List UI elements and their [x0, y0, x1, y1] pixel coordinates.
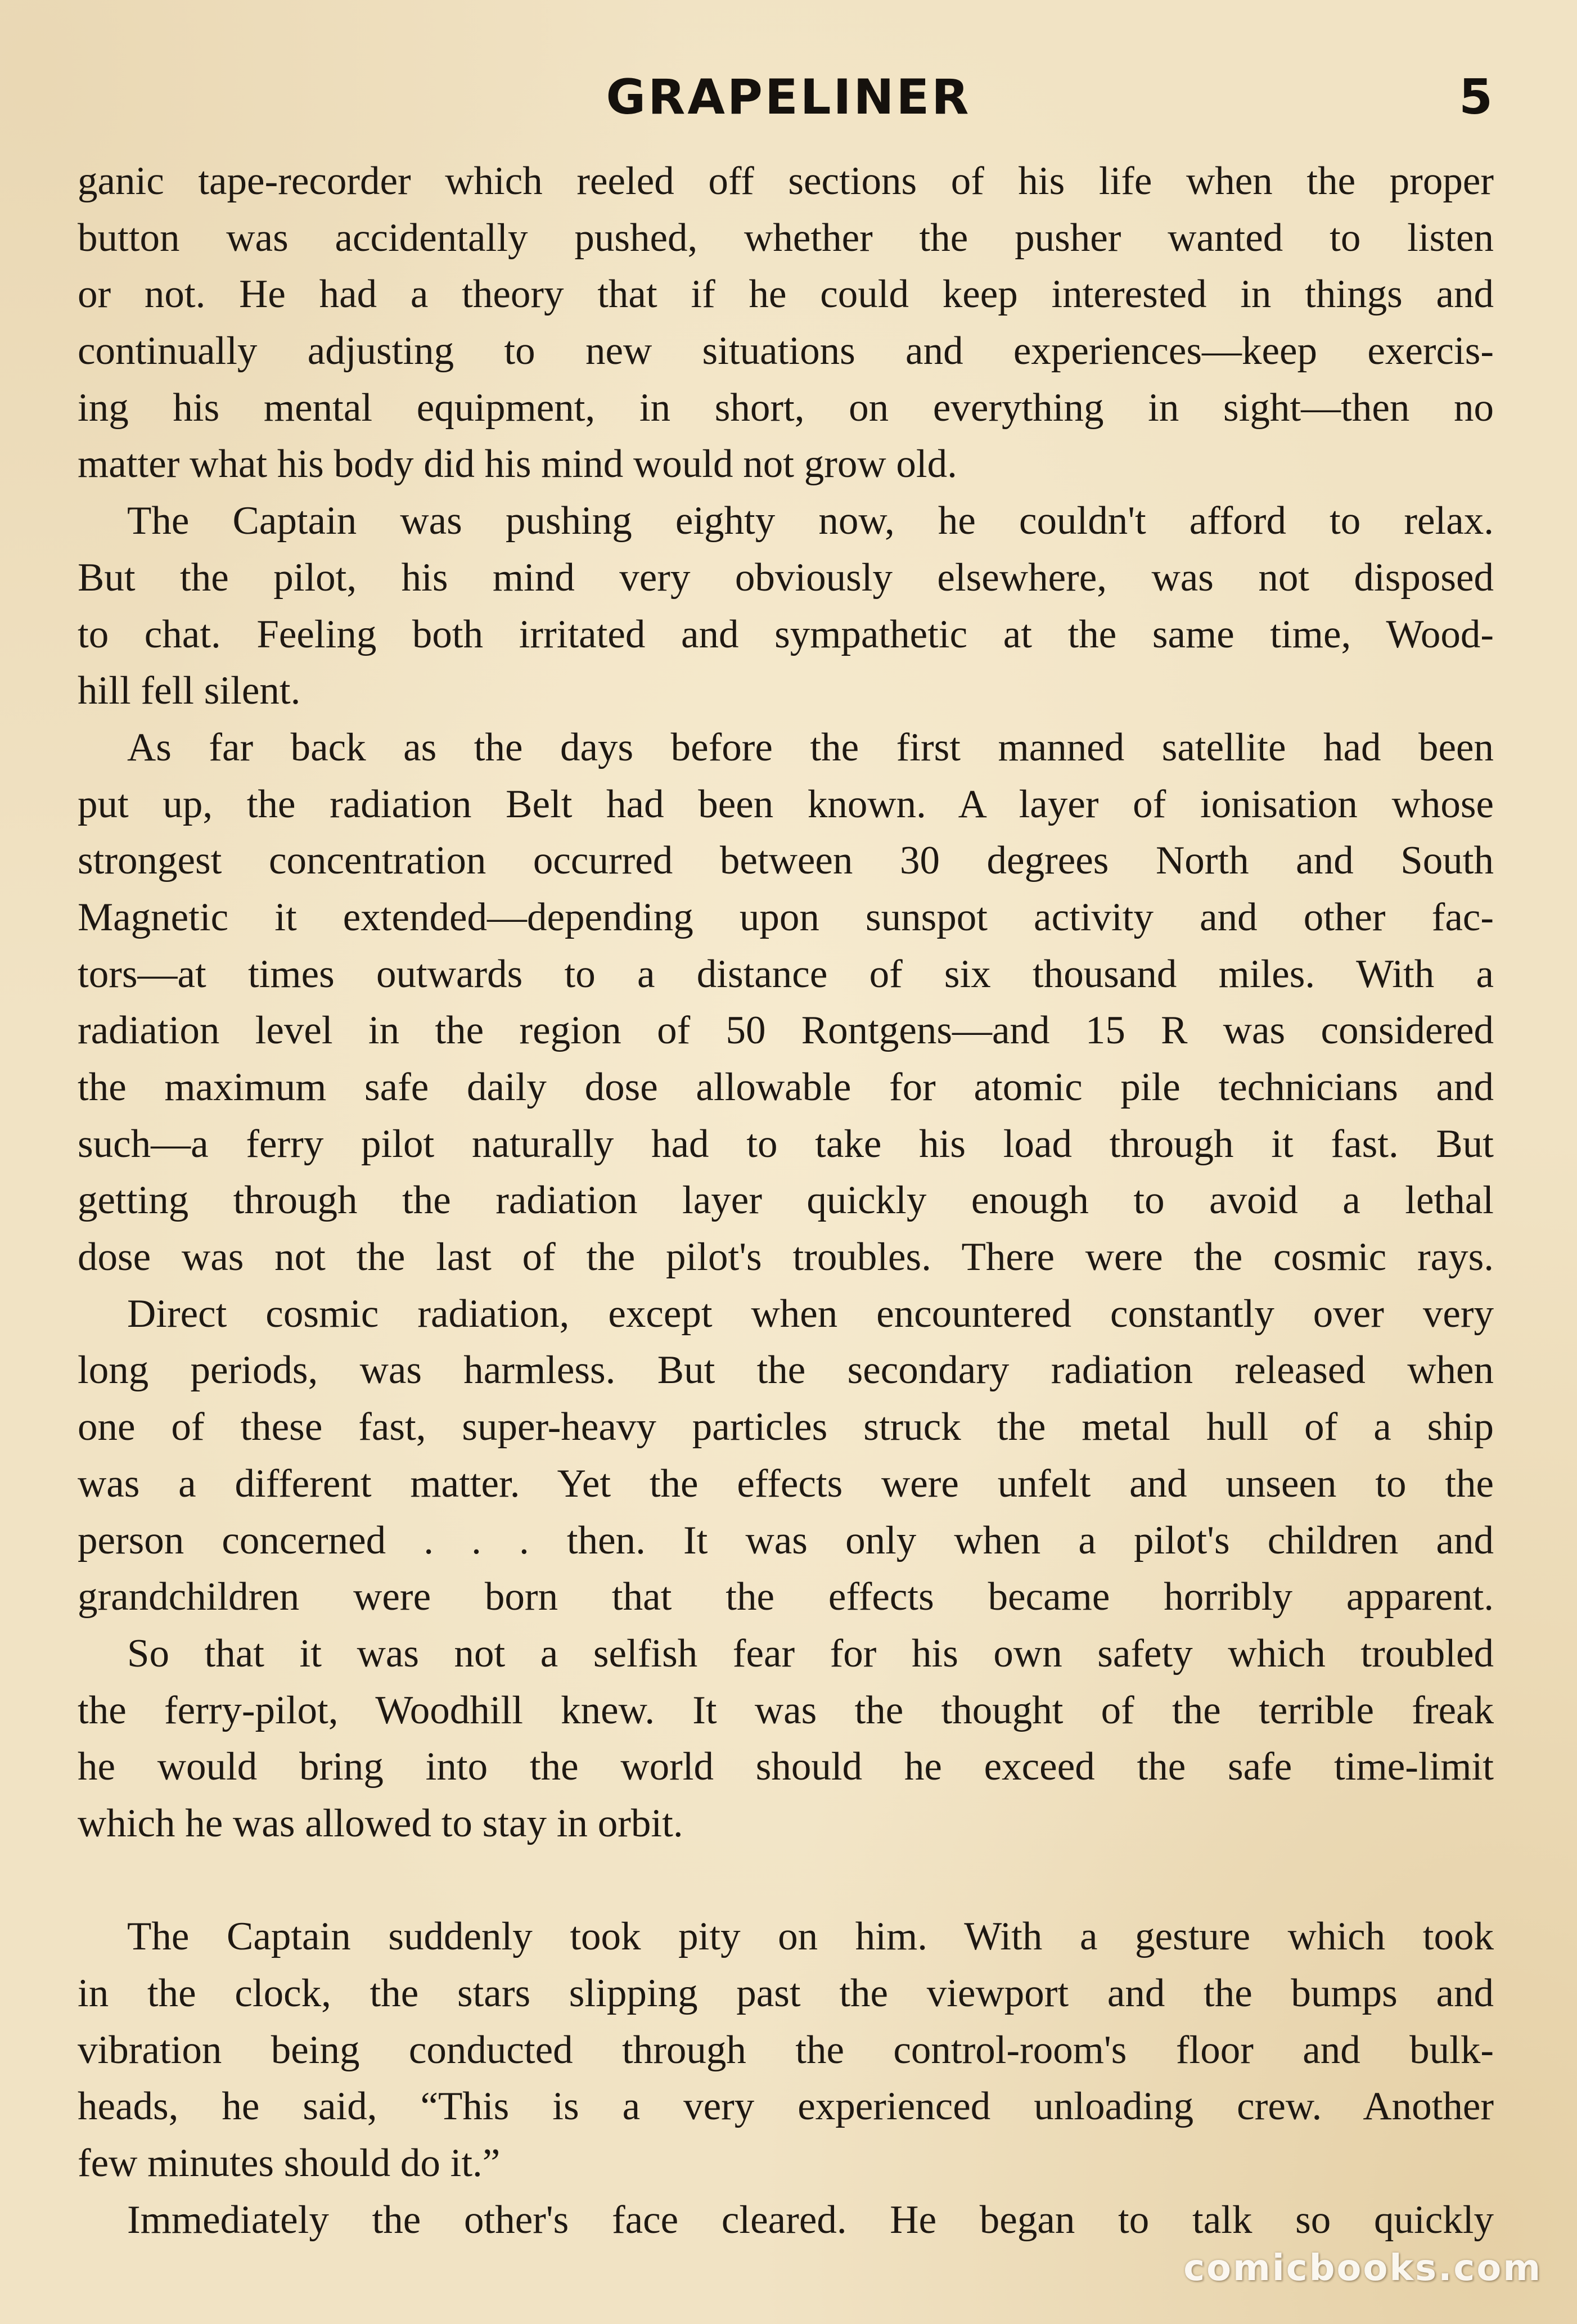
text-line: Direct cosmic radiation, except when encountered constantly over very [127, 1291, 1494, 1336]
text-line: But the pilot, his mind very obviously elsewhere, was not disposed [78, 555, 1494, 600]
text-line: which he was allowed to stay in orbit. [78, 1801, 683, 1845]
text-line: few minutes should do it.” [78, 2141, 501, 2186]
text-line: strongest concentration occurred between 30 degrees North and South [78, 839, 1494, 883]
text-line: Magnetic it extended—depending upon sunspot activity and other fac- [78, 895, 1494, 939]
text-line: hill fell silent. [78, 669, 301, 713]
running-title: GRAPELINER [606, 69, 971, 125]
text-line: button was accidentally pushed, whether the pusher wanted to listen [78, 215, 1494, 260]
text-line: vibration being conducted through the control-room's floor and bulk- [78, 2028, 1494, 2072]
text-line: he would bring into the world should he exceed the safe time-limit [78, 1745, 1494, 1789]
text-line: or not. He had a theory that if he could keep interested in things and [78, 272, 1494, 317]
text-line: to chat. Feeling both irritated and sympathetic at the same time, Wood- [78, 612, 1494, 656]
text-line: such—a ferry pilot naturally had to take his load through it fast. But [78, 1122, 1494, 1166]
text-line: grandchildren were born that the effects became horribly apparent. [78, 1575, 1494, 1619]
text-line: getting through the radiation layer quickly enough to avoid a lethal [78, 1178, 1494, 1223]
text-line: As far back as the days before the first manned satellite had been [127, 725, 1494, 769]
text-line: matter what his body did his mind would not grow old. [78, 442, 957, 487]
text-line: So that it was not a selfish fear for his own safety which troubled [127, 1631, 1494, 1676]
text-line: long periods, was harmless. But the secondary radiation released when [78, 1348, 1494, 1393]
text-line: was a different matter. Yet the effects were unfelt and unseen to the [78, 1461, 1494, 1506]
running-head [0, 66, 1577, 128]
text-line: the maximum safe daily dose allowable for atomic pile technicians and [78, 1065, 1494, 1109]
page-number: 5 [1459, 69, 1493, 125]
text-line: The Captain suddenly took pity on him. With a gesture which took [127, 1915, 1494, 1959]
text-line: person concerned . . . then. It was only when a pilot's children and [78, 1518, 1494, 1562]
body-text [78, 153, 1494, 2248]
text-line: put up, the radiation Belt had been known. A layer of ionisation whose [78, 782, 1494, 826]
text-line: radiation level in the region of 50 Rontgens—and 15 R was considered [78, 1008, 1494, 1053]
text-line: The Captain was pushing eighty now, he couldn't afford to relax. [127, 499, 1494, 543]
watermark: comicbooks.com [1183, 2248, 1542, 2289]
text-line: one of these fast, super-heavy particles struck the metal hull of a ship [78, 1405, 1494, 1449]
text-line: Immediately the other's face cleared. He began to talk so quickly [127, 2197, 1494, 2242]
text-line: tors—at times outwards to a distance of six thousand miles. With a [78, 952, 1494, 996]
text-line: dose was not the last of the pilot's troubles. There were the cosmic rays. [78, 1235, 1494, 1280]
text-line: continually adjusting to new situations and experiences—keep exercis- [78, 329, 1494, 373]
text-line: in the clock, the stars slipping past the viewport and the bumps and [78, 1971, 1494, 2015]
section-break [78, 1852, 1494, 1909]
text-line: ganic tape-recorder which reeled off sections of his life when the proper [78, 159, 1494, 203]
text-line: heads, he said, “This is a very experienced unloading crew. Another [78, 2084, 1494, 2129]
text-line: the ferry-pilot, Woodhill knew. It was the thought of the terrible freak [78, 1688, 1494, 1732]
text-line: ing his mental equipment, in short, on everything in sight—then no [78, 385, 1494, 430]
